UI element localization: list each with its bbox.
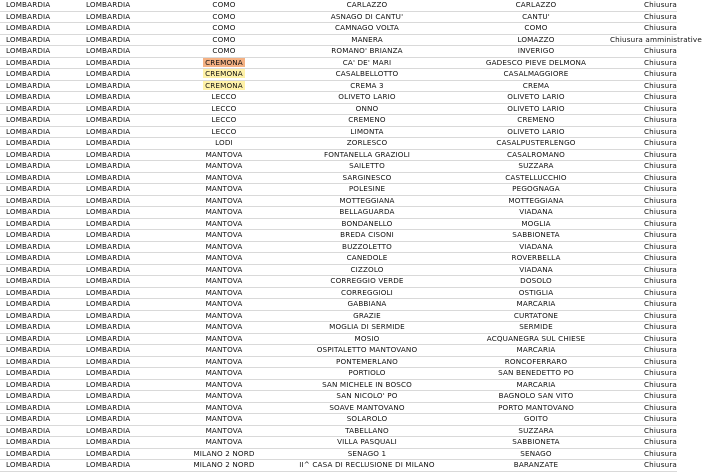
table-row bbox=[0, 402, 677, 414]
cell-region[interactable]: LOMBARDIA bbox=[0, 253, 84, 265]
cell-office[interactable]: ONNO bbox=[272, 103, 462, 115]
cell-region[interactable]: LOMBARDIA bbox=[0, 333, 84, 345]
cell-region[interactable]: LOMBARDIA bbox=[0, 230, 84, 242]
cell-municipality[interactable]: MARCARIA bbox=[462, 345, 610, 357]
cell-province[interactable]: MANTOVA bbox=[176, 379, 272, 391]
cell-status[interactable]: Chiusura bbox=[610, 299, 677, 311]
cell-status[interactable]: Chiusura bbox=[610, 161, 677, 173]
cell-status[interactable]: Chiusura bbox=[610, 448, 677, 460]
cell-region-2[interactable]: LOMBARDIA bbox=[84, 391, 176, 403]
cell-office[interactable]: MOGLIA DI SERMIDE bbox=[272, 322, 462, 334]
table-row bbox=[0, 46, 677, 58]
cell-region[interactable]: LOMBARDIA bbox=[0, 356, 84, 368]
cell-region-2[interactable]: LOMBARDIA bbox=[84, 195, 176, 207]
table-row bbox=[0, 391, 677, 403]
cell-office[interactable]: SOAVE MANTOVANO bbox=[272, 402, 462, 414]
cell-office[interactable]: CAMNAGO VOLTA bbox=[272, 23, 462, 35]
cell-municipality[interactable]: SENAGO bbox=[462, 448, 610, 460]
cell-status[interactable]: Chiusura bbox=[610, 333, 677, 345]
cell-region-2[interactable]: LOMBARDIA bbox=[84, 207, 176, 219]
cell-status[interactable]: Chiusura bbox=[610, 57, 677, 69]
table-row bbox=[0, 322, 677, 334]
cell-province[interactable]: MANTOVA bbox=[176, 253, 272, 265]
cell-region-2[interactable]: LOMBARDIA bbox=[84, 161, 176, 173]
cell-municipality[interactable]: OLIVETO LARIO bbox=[462, 103, 610, 115]
cell-municipality[interactable]: VIADANA bbox=[462, 264, 610, 276]
cell-region-2[interactable]: LOMBARDIA bbox=[84, 80, 176, 92]
cell-office[interactable]: TABELLANO bbox=[272, 425, 462, 437]
table-row bbox=[0, 460, 677, 472]
table-row bbox=[0, 172, 677, 184]
cell-region-2[interactable]: LOMBARDIA bbox=[84, 230, 176, 242]
cell-region-2[interactable]: LOMBARDIA bbox=[84, 126, 176, 138]
cell-province[interactable]: LECCO bbox=[176, 115, 272, 127]
cell-office[interactable]: VILLA PASQUALI bbox=[272, 437, 462, 449]
cell-office[interactable]: SAN MICHELE IN BOSCO bbox=[272, 379, 462, 391]
cell-province[interactable]: LECCO bbox=[176, 92, 272, 104]
cell-region[interactable]: LOMBARDIA bbox=[0, 276, 84, 288]
cell-province[interactable]: MANTOVA bbox=[176, 184, 272, 196]
cell-province[interactable] bbox=[176, 80, 272, 92]
cell-province[interactable]: MANTOVA bbox=[176, 437, 272, 449]
cell-status[interactable]: Chiusura bbox=[610, 368, 677, 380]
cell-municipality[interactable]: VIADANA bbox=[462, 241, 610, 253]
cell-municipality[interactable]: MOTTEGGIANA bbox=[462, 195, 610, 207]
cell-office[interactable]: ASNAGO DI CANTU' bbox=[272, 11, 462, 23]
cell-municipality[interactable]: MARCARIA bbox=[462, 299, 610, 311]
cell-region[interactable]: LOMBARDIA bbox=[0, 218, 84, 230]
cell-municipality[interactable]: CASALROMANO bbox=[462, 149, 610, 161]
table-row bbox=[0, 11, 677, 23]
highlighted-province: CREMONA bbox=[205, 57, 243, 67]
cell-status[interactable]: Chiusura bbox=[610, 402, 677, 414]
cell-office[interactable]: CA' DE' MARI bbox=[272, 57, 462, 69]
cell-municipality[interactable]: SUZZARA bbox=[462, 425, 610, 437]
cell-status[interactable]: Chiusura bbox=[610, 149, 677, 161]
cell-region-2[interactable]: LOMBARDIA bbox=[84, 34, 176, 46]
cell-office[interactable]: CASALBELLOTTO bbox=[272, 69, 462, 81]
cell-municipality[interactable]: BARANZATE bbox=[462, 460, 610, 472]
cell-municipality[interactable]: CASALPUSTERLENGO bbox=[462, 138, 610, 150]
cell-municipality[interactable]: CANTU' bbox=[462, 11, 610, 23]
cell-municipality[interactable]: ACQUANEGRA SUL CHIESE bbox=[462, 333, 610, 345]
cell-office[interactable]: CORREGGIO VERDE bbox=[272, 276, 462, 288]
cell-region[interactable]: LOMBARDIA bbox=[0, 402, 84, 414]
table-row bbox=[0, 69, 677, 81]
table-row bbox=[0, 414, 677, 426]
cell-region[interactable]: LOMBARDIA bbox=[0, 425, 84, 437]
cell-municipality[interactable]: CREMENO bbox=[462, 115, 610, 127]
cell-region[interactable]: LOMBARDIA bbox=[0, 195, 84, 207]
cell-region[interactable]: LOMBARDIA bbox=[0, 414, 84, 426]
cell-status[interactable]: Chiusura bbox=[610, 126, 677, 138]
cell-office[interactable]: GRAZIE bbox=[272, 310, 462, 322]
cell-status[interactable]: Chiusura bbox=[610, 264, 677, 276]
cell-region[interactable]: LOMBARDIA bbox=[0, 460, 84, 472]
cell-status[interactable]: Chiusura bbox=[610, 69, 677, 81]
table-row bbox=[0, 368, 677, 380]
cell-region-2[interactable]: LOMBARDIA bbox=[84, 11, 176, 23]
cell-province[interactable]: COMO bbox=[176, 11, 272, 23]
cell-region-2[interactable]: LOMBARDIA bbox=[84, 299, 176, 311]
cell-office[interactable]: SAN NICOLO' PO bbox=[272, 391, 462, 403]
cell-region[interactable]: LOMBARDIA bbox=[0, 92, 84, 104]
cell-province[interactable]: MANTOVA bbox=[176, 264, 272, 276]
cell-province[interactable]: MILANO 2 NORD bbox=[176, 460, 272, 472]
cell-region[interactable]: LOMBARDIA bbox=[0, 287, 84, 299]
table-row bbox=[0, 379, 677, 391]
table-row bbox=[0, 0, 677, 11]
cell-region-2[interactable]: LOMBARDIA bbox=[84, 138, 176, 150]
cell-province[interactable]: MANTOVA bbox=[176, 172, 272, 184]
cell-region-2[interactable]: LOMBARDIA bbox=[84, 448, 176, 460]
table-row bbox=[0, 264, 677, 276]
cell-office[interactable]: CORREGGIOLI bbox=[272, 287, 462, 299]
cell-status[interactable]: Chiusura amministrative bbox=[610, 34, 702, 44]
cell-region-2[interactable]: LOMBARDIA bbox=[84, 69, 176, 81]
cell-province[interactable]: MANTOVA bbox=[176, 207, 272, 219]
cell-region[interactable]: LOMBARDIA bbox=[0, 149, 84, 161]
cell-status[interactable]: Chiusura bbox=[610, 287, 677, 299]
cell-province[interactable]: MANTOVA bbox=[176, 414, 272, 426]
cell-status[interactable]: Chiusura bbox=[610, 46, 677, 58]
table-row bbox=[0, 333, 677, 345]
cell-municipality[interactable]: VIADANA bbox=[462, 207, 610, 219]
cell-municipality[interactable]: OLIVETO LARIO bbox=[462, 126, 610, 138]
cell-province[interactable]: MANTOVA bbox=[176, 299, 272, 311]
cell-status[interactable]: Chiusura bbox=[610, 437, 677, 449]
cell-office[interactable]: SOLAROLO bbox=[272, 414, 462, 426]
cell-province[interactable]: COMO bbox=[176, 23, 272, 35]
cell-office[interactable]: POLESINE bbox=[272, 184, 462, 196]
cell-status[interactable]: Chiusura bbox=[610, 310, 677, 322]
table-row bbox=[0, 161, 677, 173]
cell-region[interactable]: LOMBARDIA bbox=[0, 322, 84, 334]
cell-office[interactable]: BELLAGUARDA bbox=[272, 207, 462, 219]
cell-region-2[interactable]: LOMBARDIA bbox=[84, 333, 176, 345]
cell-municipality[interactable]: INVERIGO bbox=[462, 46, 610, 58]
cell-municipality[interactable]: CURTATONE bbox=[462, 310, 610, 322]
table-row bbox=[0, 253, 677, 265]
table-row bbox=[0, 299, 677, 311]
cell-province[interactable]: MANTOVA bbox=[176, 230, 272, 242]
cell-province[interactable]: MILANO 2 NORD bbox=[176, 448, 272, 460]
table-row bbox=[0, 103, 677, 115]
cell-province[interactable]: MANTOVA bbox=[176, 161, 272, 173]
cell-region[interactable]: LOMBARDIA bbox=[0, 368, 84, 380]
cell-province[interactable]: MANTOVA bbox=[176, 345, 272, 357]
table-row bbox=[0, 241, 677, 253]
cell-office[interactable]: BREDA CISONI bbox=[272, 230, 462, 242]
table-row bbox=[0, 57, 677, 69]
table-row bbox=[0, 126, 677, 138]
cell-province[interactable]: MANTOVA bbox=[176, 368, 272, 380]
cell-province[interactable]: LECCO bbox=[176, 126, 272, 138]
cell-office[interactable]: MOSIO bbox=[272, 333, 462, 345]
cell-municipality[interactable]: LOMAZZO bbox=[462, 34, 610, 46]
table-row bbox=[0, 425, 677, 437]
cell-province[interactable] bbox=[176, 57, 272, 69]
cell-region[interactable]: LOMBARDIA bbox=[0, 103, 84, 115]
highlighted-province: CREMONA bbox=[205, 80, 243, 90]
cell-region-2[interactable]: LOMBARDIA bbox=[84, 103, 176, 115]
cell-region-2[interactable]: LOMBARDIA bbox=[84, 368, 176, 380]
cell-region-2[interactable]: LOMBARDIA bbox=[84, 92, 176, 104]
cell-region[interactable]: LOMBARDIA bbox=[0, 0, 84, 11]
cell-office[interactable]: PORTIOLO bbox=[272, 368, 462, 380]
cell-region[interactable]: LOMBARDIA bbox=[0, 23, 84, 35]
cell-region-2[interactable]: LOMBARDIA bbox=[84, 425, 176, 437]
cell-region-2[interactable]: LOMBARDIA bbox=[84, 0, 176, 11]
cell-municipality[interactable]: CASALMAGGIORE bbox=[462, 69, 610, 81]
cell-municipality[interactable]: CASTELLUCCHIO bbox=[462, 172, 610, 184]
cell-municipality[interactable]: RONCOFERRARO bbox=[462, 356, 610, 368]
cell-region[interactable]: LOMBARDIA bbox=[0, 34, 84, 46]
table-row bbox=[0, 207, 677, 219]
cell-status[interactable]: Chiusura bbox=[610, 322, 677, 334]
cell-office[interactable]: CREMA 3 bbox=[272, 80, 462, 92]
table-row bbox=[0, 345, 677, 357]
cell-province[interactable]: MANTOVA bbox=[176, 287, 272, 299]
cell-region[interactable]: LOMBARDIA bbox=[0, 172, 84, 184]
cell-region-2[interactable]: LOMBARDIA bbox=[84, 23, 176, 35]
cell-province[interactable]: LECCO bbox=[176, 103, 272, 115]
cell-status[interactable]: Chiusura bbox=[610, 103, 677, 115]
cell-status[interactable]: Chiusura bbox=[610, 253, 677, 265]
table-row bbox=[0, 149, 677, 161]
cell-status[interactable]: Chiusura bbox=[610, 460, 677, 472]
cell-region[interactable]: LOMBARDIA bbox=[0, 11, 84, 23]
cell-region[interactable]: LOMBARDIA bbox=[0, 138, 84, 150]
cell-municipality[interactable]: PORTO MANTOVANO bbox=[462, 402, 610, 414]
cell-office[interactable]: ROMANO' BRIANZA bbox=[272, 46, 462, 58]
cell-municipality[interactable]: GADESCO PIEVE DELMONA bbox=[462, 57, 610, 69]
cell-region-2[interactable]: LOMBARDIA bbox=[84, 356, 176, 368]
cell-office[interactable]: PONTEMERLANO bbox=[272, 356, 462, 368]
cell-status[interactable]: Chiusura bbox=[610, 241, 677, 253]
cell-status[interactable]: Chiusura bbox=[610, 207, 677, 219]
cell-province[interactable]: COMO bbox=[176, 0, 272, 11]
cell-office[interactable]: OLIVETO LARIO bbox=[272, 92, 462, 104]
cell-region-2[interactable]: LOMBARDIA bbox=[84, 287, 176, 299]
cell-office[interactable]: BUZZOLETTO bbox=[272, 241, 462, 253]
cell-region-2[interactable]: LOMBARDIA bbox=[84, 322, 176, 334]
cell-status[interactable]: Chiusura bbox=[610, 230, 677, 242]
table-row bbox=[0, 195, 677, 207]
table-row bbox=[0, 115, 677, 127]
cell-province[interactable]: MANTOVA bbox=[176, 425, 272, 437]
cell-municipality[interactable]: MARCARIA bbox=[462, 379, 610, 391]
table-row bbox=[0, 437, 677, 449]
cell-municipality[interactable]: CARLAZZO bbox=[462, 0, 610, 11]
cell-region-2[interactable]: LOMBARDIA bbox=[84, 253, 176, 265]
cell-region-2[interactable]: LOMBARDIA bbox=[84, 414, 176, 426]
cell-status[interactable]: Chiusura bbox=[610, 391, 677, 403]
cell-municipality[interactable]: SUZZARA bbox=[462, 161, 610, 173]
cell-status[interactable]: Chiusura bbox=[610, 92, 677, 104]
cell-region-2[interactable]: LOMBARDIA bbox=[84, 184, 176, 196]
cell-region-2[interactable]: LOMBARDIA bbox=[84, 149, 176, 161]
cell-status[interactable]: Chiusura bbox=[610, 172, 677, 184]
cell-office[interactable]: ZORLESCO bbox=[272, 138, 462, 150]
cell-status[interactable]: Chiusura bbox=[610, 218, 677, 230]
cell-region-2[interactable]: LOMBARDIA bbox=[84, 218, 176, 230]
cell-office[interactable]: CARLAZZO bbox=[272, 0, 462, 11]
cell-municipality[interactable]: BAGNOLO SAN VITO bbox=[462, 391, 610, 403]
cell-municipality[interactable]: GOITO bbox=[462, 414, 610, 426]
table-row bbox=[0, 356, 677, 368]
cell-municipality[interactable]: SABBIONETA bbox=[462, 230, 610, 242]
cell-municipality[interactable]: ROVERBELLA bbox=[462, 253, 610, 265]
cell-province[interactable]: MANTOVA bbox=[176, 402, 272, 414]
cell-region-2[interactable]: LOMBARDIA bbox=[84, 276, 176, 288]
cell-region[interactable]: LOMBARDIA bbox=[0, 161, 84, 173]
cell-province[interactable]: MANTOVA bbox=[176, 241, 272, 253]
cell-region[interactable]: LOMBARDIA bbox=[0, 310, 84, 322]
cell-province[interactable]: MANTOVA bbox=[176, 310, 272, 322]
table-row bbox=[0, 92, 677, 104]
cell-office[interactable]: II^ CASA DI RECLUSIONE DI MILANO bbox=[272, 460, 462, 472]
cell-office[interactable]: LIMONTA bbox=[272, 126, 462, 138]
cell-office[interactable]: OSPITALETTO MANTOVANO bbox=[272, 345, 462, 357]
cell-office[interactable]: MANERA bbox=[272, 34, 462, 46]
cell-office[interactable]: SARGINESCO bbox=[272, 172, 462, 184]
cell-province[interactable] bbox=[176, 69, 272, 81]
table-row bbox=[0, 184, 677, 196]
cell-office[interactable]: BONDANELLO bbox=[272, 218, 462, 230]
cell-office[interactable]: CIZZOLO bbox=[272, 264, 462, 276]
table-row bbox=[0, 138, 677, 150]
cell-status[interactable]: Chiusura bbox=[610, 80, 677, 92]
cell-status[interactable]: Chiusura bbox=[610, 425, 677, 437]
cell-status[interactable]: Chiusura bbox=[610, 195, 677, 207]
cell-status[interactable]: Chiusura bbox=[610, 115, 677, 127]
cell-office[interactable]: FONTANELLA GRAZIOLI bbox=[272, 149, 462, 161]
cell-region-2[interactable]: LOMBARDIA bbox=[84, 345, 176, 357]
cell-region-2[interactable]: LOMBARDIA bbox=[84, 172, 176, 184]
cell-municipality[interactable]: COMO bbox=[462, 23, 610, 35]
cell-region-2[interactable]: LOMBARDIA bbox=[84, 57, 176, 69]
cell-region[interactable]: LOMBARDIA bbox=[0, 437, 84, 449]
table-row bbox=[0, 34, 677, 46]
cell-region-2[interactable]: LOMBARDIA bbox=[84, 379, 176, 391]
cell-region-2[interactable]: LOMBARDIA bbox=[84, 437, 176, 449]
cell-region[interactable]: LOMBARDIA bbox=[0, 46, 84, 58]
table-row bbox=[0, 448, 677, 460]
cell-office[interactable]: CREMENO bbox=[272, 115, 462, 127]
cell-province[interactable]: MANTOVA bbox=[176, 333, 272, 345]
cell-region[interactable]: LOMBARDIA bbox=[0, 448, 84, 460]
cell-region-2[interactable]: LOMBARDIA bbox=[84, 460, 176, 472]
cell-province[interactable]: MANTOVA bbox=[176, 276, 272, 288]
cell-status[interactable]: Chiusura bbox=[610, 0, 677, 11]
cell-region[interactable]: LOMBARDIA bbox=[0, 69, 84, 81]
cell-province[interactable]: MANTOVA bbox=[176, 218, 272, 230]
cell-status[interactable]: Chiusura bbox=[610, 356, 677, 368]
cell-province[interactable]: MANTOVA bbox=[176, 322, 272, 334]
cell-region[interactable]: LOMBARDIA bbox=[0, 241, 84, 253]
cell-region[interactable]: LOMBARDIA bbox=[0, 264, 84, 276]
cell-province[interactable]: COMO bbox=[176, 34, 272, 46]
cell-status[interactable]: Chiusura bbox=[610, 414, 677, 426]
cell-region[interactable]: LOMBARDIA bbox=[0, 80, 84, 92]
cell-office[interactable]: CANEDOLE bbox=[272, 253, 462, 265]
cell-region-2[interactable]: LOMBARDIA bbox=[84, 264, 176, 276]
cell-region-2[interactable]: LOMBARDIA bbox=[84, 115, 176, 127]
cell-province[interactable]: COMO bbox=[176, 46, 272, 58]
cell-status[interactable]: Chiusura bbox=[610, 345, 677, 357]
cell-municipality[interactable]: DOSOLO bbox=[462, 276, 610, 288]
cell-region[interactable]: LOMBARDIA bbox=[0, 299, 84, 311]
cell-region[interactable]: LOMBARDIA bbox=[0, 391, 84, 403]
cell-region[interactable]: LOMBARDIA bbox=[0, 126, 84, 138]
cell-region[interactable]: LOMBARDIA bbox=[0, 57, 84, 69]
table-row bbox=[0, 23, 677, 35]
cell-office[interactable]: MOTTEGGIANA bbox=[272, 195, 462, 207]
table-row bbox=[0, 276, 677, 288]
cell-region-2[interactable]: LOMBARDIA bbox=[84, 402, 176, 414]
cell-office[interactable]: SAILETTO bbox=[272, 161, 462, 173]
cell-office[interactable]: GABBIANA bbox=[272, 299, 462, 311]
cell-province[interactable]: MANTOVA bbox=[176, 356, 272, 368]
cell-province[interactable]: MANTOVA bbox=[176, 195, 272, 207]
cell-office[interactable]: SENAGO 1 bbox=[272, 448, 462, 460]
cell-region[interactable]: LOMBARDIA bbox=[0, 115, 84, 127]
cell-status[interactable]: Chiusura bbox=[610, 379, 677, 391]
table-row bbox=[0, 287, 677, 299]
table-row bbox=[0, 80, 677, 92]
cell-status[interactable]: Chiusura bbox=[610, 23, 677, 35]
cell-province[interactable]: MANTOVA bbox=[176, 149, 272, 161]
cell-municipality[interactable]: SABBIONETA bbox=[462, 437, 610, 449]
cell-status[interactable]: Chiusura bbox=[610, 138, 677, 150]
cell-municipality[interactable]: SERMIDE bbox=[462, 322, 610, 334]
table-row bbox=[0, 310, 677, 322]
cell-municipality[interactable]: OLIVETO LARIO bbox=[462, 92, 610, 104]
cell-region-2[interactable]: LOMBARDIA bbox=[84, 241, 176, 253]
cell-region-2[interactable]: LOMBARDIA bbox=[84, 310, 176, 322]
cell-municipality[interactable]: CREMA bbox=[462, 80, 610, 92]
cell-municipality[interactable]: PEGOGNAGA bbox=[462, 184, 610, 196]
table-row bbox=[0, 230, 677, 242]
cell-province[interactable]: MANTOVA bbox=[176, 391, 272, 403]
cell-status[interactable]: Chiusura bbox=[610, 184, 677, 196]
table-row bbox=[0, 218, 677, 230]
cell-region[interactable]: LOMBARDIA bbox=[0, 345, 84, 357]
cell-municipality[interactable]: MOGLIA bbox=[462, 218, 610, 230]
cell-municipality[interactable]: SAN BENEDETTO PO bbox=[462, 368, 610, 380]
cell-province[interactable]: LODI bbox=[176, 138, 272, 150]
cell-region[interactable]: LOMBARDIA bbox=[0, 379, 84, 391]
cell-region-2[interactable]: LOMBARDIA bbox=[84, 46, 176, 58]
cell-status[interactable]: Chiusura bbox=[610, 276, 677, 288]
cell-region[interactable]: LOMBARDIA bbox=[0, 184, 84, 196]
cell-region[interactable]: LOMBARDIA bbox=[0, 207, 84, 219]
cell-municipality[interactable]: OSTIGLIA bbox=[462, 287, 610, 299]
cell-status[interactable]: Chiusura bbox=[610, 11, 677, 23]
highlighted-province: CREMONA bbox=[205, 69, 243, 79]
